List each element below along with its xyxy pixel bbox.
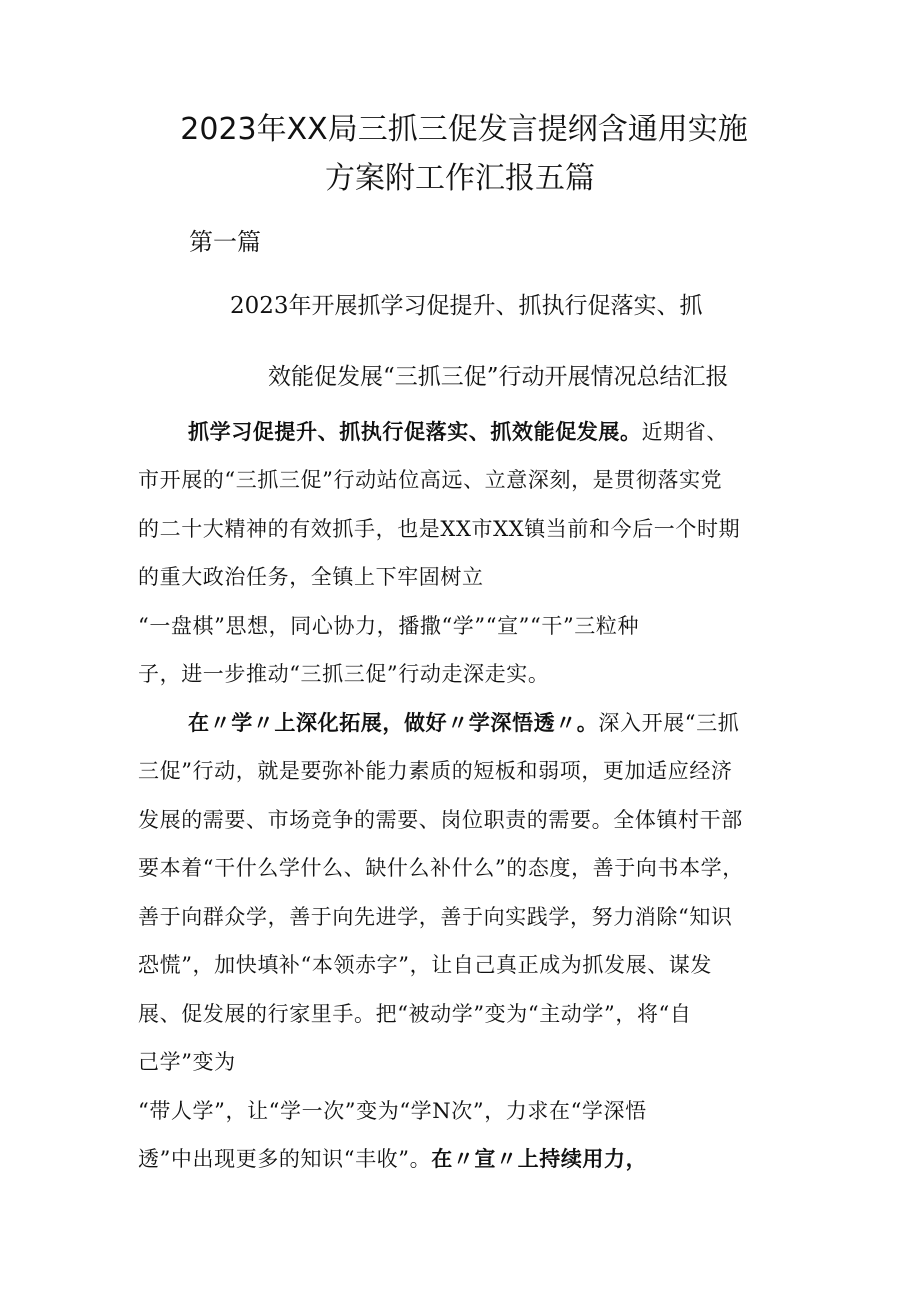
paragraph-1-line-1 bbox=[188, 417, 728, 447]
paragraph-2-bold-lead: 在〃学〃上深化拓展，做好〃学深悟透〃。 bbox=[188, 711, 599, 735]
paragraph-2-line-1 bbox=[188, 708, 739, 738]
paragraph-1-bold-lead: 抓学习促提升、抓执行促落实、抓效能促发展。 bbox=[188, 420, 642, 444]
paragraph-1-line-3: 的二十大精神的有效抓手，也是XX市XX镇当前和今后一个时期 bbox=[138, 517, 741, 541]
paragraph-2-line-7: 展、促发展的行家里手。把“被动学”变为“主动学”，将“自 bbox=[138, 1002, 692, 1026]
paragraph-2-line-1-text: 深入开展“三抓 bbox=[598, 711, 740, 735]
paragraph-1-line-2: 市开展的“三抓三促”行动站位高远、立意深刻，是贯彻落实党 bbox=[138, 468, 723, 492]
subtitle-line-1: 2023年开展抓学习促提升、抓执行促落实、抓 bbox=[230, 293, 703, 319]
paragraph-2-line-10 bbox=[138, 1144, 647, 1174]
section-label: 第一篇 bbox=[189, 228, 261, 256]
document-title-line-2: 方案附工作汇报五篇 bbox=[325, 161, 595, 196]
paragraph-1-line-5: “一盘棋”思想，同心协力，播撒“学”“宣”“干”三粒种 bbox=[138, 614, 640, 638]
paragraph-2-line-5: 善于向群众学，善于向先进学，善于向实践学，努力消除“知识 bbox=[138, 905, 733, 929]
paragraph-2-line-3: 发展的需要、市场竞争的需要、岗位职责的需要。全体镇村干部 bbox=[138, 808, 743, 832]
paragraph-2-line-10-text: 透”中出现更多的知识“丰收”。 bbox=[138, 1147, 432, 1171]
paragraph-2-line-4: 要本着“干什么学什么、缺什么补什么”的态度，善于向书本学， bbox=[138, 856, 744, 880]
paragraph-2-bold-tail: 在〃宣〃上持续用力， bbox=[431, 1147, 648, 1171]
document-title-line-1: 2023年XX局三抓三促发言提纲含通用实施 bbox=[180, 112, 748, 147]
paragraph-2-line-6: 恐慌”，加快填补“本领赤字”，让自己真正成为抓发展、谋发 bbox=[138, 953, 713, 977]
paragraph-1-line-1-text: 近期省、 bbox=[641, 420, 729, 444]
paragraph-2-line-8: 己学”变为 bbox=[138, 1050, 236, 1074]
subtitle-line-2: 效能促发展“三抓三促”行动开展情况总结汇报 bbox=[268, 364, 729, 390]
paragraph-1-line-4: 的重大政治任务，全镇上下牢固树立 bbox=[138, 565, 484, 589]
paragraph-2-line-9: “带人学”，让“学一次”变为“学N次”，力求在“学深悟 bbox=[138, 1099, 647, 1123]
paragraph-1-line-6: 子，进一步推动“三抓三促”行动走深走实。 bbox=[138, 662, 550, 686]
paragraph-2-line-2: 三促”行动，就是要弥补能力素质的短板和弱项，更加适应经济 bbox=[138, 759, 733, 783]
